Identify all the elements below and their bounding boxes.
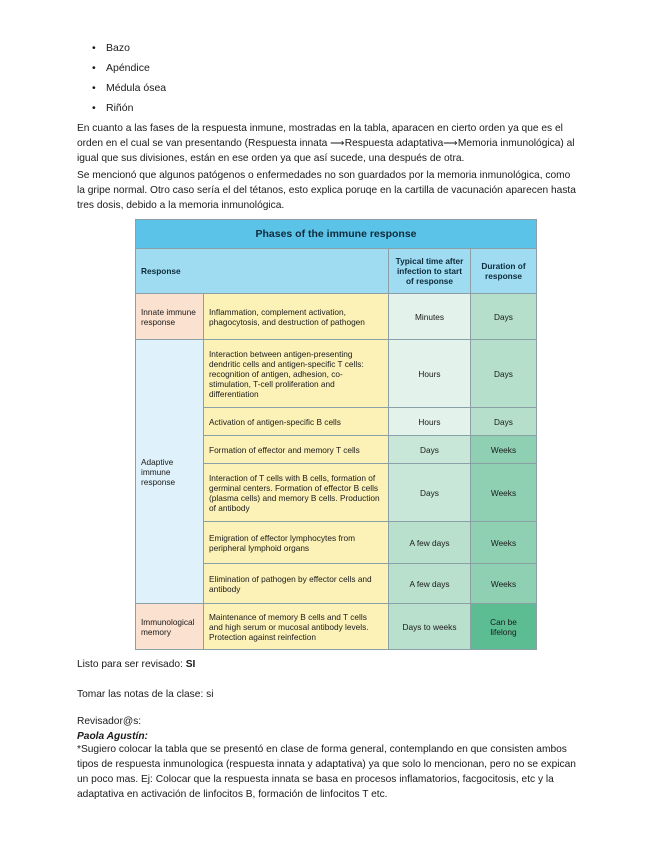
table-row [136, 340, 537, 408]
reviewers-label: Revisador@s: [77, 716, 142, 727]
row-description: Maintenance of memory B cells and T cells and high serum or mucosal antibody levels. Protection against reinfection [204, 604, 389, 650]
row-description: Formation of effector and memory T cells [204, 436, 389, 464]
review-ready-line [77, 657, 577, 672]
table-row [136, 604, 537, 650]
row-time: Hours [389, 408, 471, 436]
table-row [136, 294, 537, 340]
row-description: Emigration of effector lymphocytes from peripheral lymphoid organs [204, 522, 389, 564]
row-time: Days [389, 464, 471, 522]
row-duration: Days [471, 294, 537, 340]
row-description: Inflammation, complement activation, phagocytosis, and destruction of pathogen [204, 294, 389, 340]
row-duration: Weeks [471, 522, 537, 564]
paragraph-phases-order: En cuanto a las fases de la respuesta inmune, mostradas en la tabla, aparacen en cierto orden ya que es el orden en el cual se van presentando (Respuesta innata ⟶Respuesta adaptativa⟶Memoria inmunológica) al igual que sus divisiones, están en ese orden ya que así sucede, una después de otra. [77, 123, 575, 164]
row-duration: Weeks [471, 464, 537, 522]
row-duration: Can be lifelong [471, 604, 537, 650]
bullet-item: • Riñón [92, 98, 166, 118]
group-innate: Innate immune response [136, 294, 204, 340]
row-time: Days to weeks [389, 604, 471, 650]
reviewer-name: Paola Agustín: [77, 731, 148, 742]
row-time: A few days [389, 564, 471, 604]
row-duration: Weeks [471, 564, 537, 604]
row-time: Hours [389, 340, 471, 408]
review-ready-label: Listo para ser revisado: [77, 659, 186, 670]
class-notes-line: Tomar las notas de la clase: si [77, 689, 214, 700]
header-duration: Duration of response [471, 249, 537, 294]
bullet-item: • Apéndice [92, 58, 166, 78]
reviewer-note: *Sugiero colocar la tabla que se presentó en clase de forma general, contemplando en que consisten ambos tipos de respuesta inmunologica (respuesta innata y adaptativa) ya que solo lo mencionan, pero no se expican un poco mas. Ej: Colocar que la respuesta innata se basa en procesos inflamatorios, facgocitosis, etc y la adaptativa en activación de linfocitos B, formación de linfocitos T etc. [77, 744, 576, 800]
row-description: Elimination of pathogen by effector cells and antibody [204, 564, 389, 604]
immune-phases-table [135, 219, 537, 650]
row-description: Activation of antigen-specific B cells [204, 408, 389, 436]
group-memory: Immunological memory [136, 604, 204, 650]
row-duration: Days [471, 340, 537, 408]
row-duration: Days [471, 408, 537, 436]
immune-phases-table-figure [135, 219, 536, 655]
organ-bullet-list [92, 38, 166, 118]
bullet-item: • Bazo [92, 38, 166, 58]
row-duration: Weeks [471, 436, 537, 464]
row-time: Minutes [389, 294, 471, 340]
paragraph-immune-memory: Se mencionó que algunos patógenos o enfermedades no son guardados por la memoria inmunológica, como la gripe normal. Otro caso sería el del tétanos, esto explica poruqe en la cartilla de vacunación aparecen hasta tres dosis, debido a la memoria inmunológica. [77, 170, 576, 211]
bullet-item: • Médula ósea [92, 78, 166, 98]
header-typical-time: Typical time after infection to start of response [389, 249, 471, 294]
row-time: Days [389, 436, 471, 464]
row-time: A few days [389, 522, 471, 564]
review-ready-value: SI [185, 659, 196, 670]
group-adaptive: Adaptive immune response [136, 340, 204, 604]
row-description: Interaction of T cells with B cells, formation of germinal centers. Formation of effector B cells (plasma cells) and memory B cells. Production of antibody [204, 464, 389, 522]
header-response: Response [136, 249, 389, 294]
row-description: Interaction between antigen-presenting dendritic cells and antigen-specific T cells: recognition of antigen, adhesion, co-stimulation, T-cell proliferation and differentiation [204, 340, 389, 408]
table-title: Phases of the immune response [136, 220, 537, 249]
